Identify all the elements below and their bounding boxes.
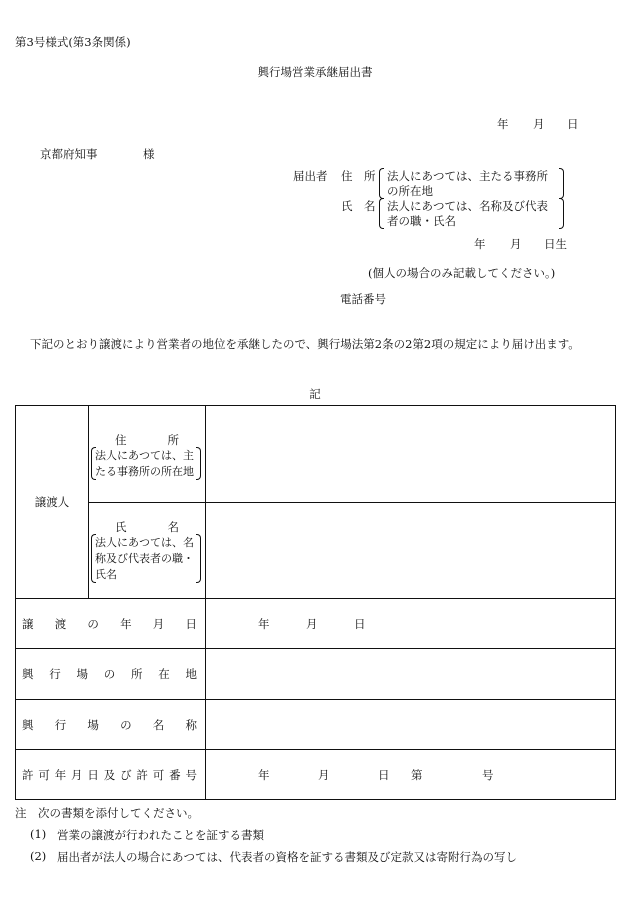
form-title: 興行場営業承継届出書	[257, 65, 373, 79]
permit-month: 月	[318, 767, 330, 782]
bracket-right	[559, 168, 564, 199]
address-note-1: 法人にあつては、主	[95, 449, 194, 462]
facility-name-label-char: 称	[185, 717, 197, 732]
address-title-1: 住	[115, 433, 127, 447]
note-2-number: (2)	[30, 849, 47, 863]
permit-label-char: 号	[185, 767, 197, 782]
permit-number-prefix: 第	[411, 767, 423, 782]
phone-label: 電話番号	[340, 292, 386, 306]
transferor-name-field[interactable]	[206, 503, 616, 599]
location-label-cell	[16, 649, 206, 700]
transfer-date-label-cell	[16, 599, 206, 649]
transferor-name-label-cell	[89, 503, 206, 599]
bracket-right	[196, 534, 201, 583]
permit-date-number-label	[16, 767, 205, 783]
permit-label-char: 及	[103, 767, 116, 782]
date-day: 日	[567, 117, 579, 131]
facility-name-field[interactable]	[206, 700, 616, 750]
transferor-address-label-cell	[89, 406, 206, 503]
addressee: 京都府知事	[40, 147, 98, 161]
facility-name-label-char: 名	[152, 717, 165, 732]
facility-name-label-char: 興	[22, 717, 34, 732]
name-note-3: 氏名	[95, 568, 117, 581]
location-label-char: の	[103, 667, 116, 681]
name-title-2: 名	[167, 520, 179, 534]
applicant-address-label: 住 所	[341, 169, 376, 183]
note-1-text: 営業の譲渡が行われたことを証する書類	[57, 828, 264, 842]
facility-name-label-char: 場	[87, 717, 99, 732]
transfer-date-label-char: 譲	[22, 616, 34, 631]
notes-heading: 注 次の書類を添付してください。	[15, 806, 199, 820]
permit-field[interactable]	[206, 750, 616, 800]
transfer-date-label-char: の	[87, 616, 99, 631]
permit-label-char: 許	[22, 767, 34, 782]
facility-name-label-cell	[16, 700, 206, 750]
name-note-1: 法人にあつては、名	[95, 536, 194, 549]
applicant-label: 届出者	[293, 169, 328, 183]
transfer-date-month: 月	[306, 616, 318, 631]
facility-name-label-char: の	[120, 717, 132, 732]
ki-label: 記	[309, 387, 321, 401]
applicant-address-note-1: 法人にあつては、主たる事務所	[387, 169, 548, 183]
permit-label-char: 番	[169, 767, 181, 782]
bracket-left	[379, 198, 384, 229]
transfer-date-label	[16, 616, 205, 632]
transfer-date-label-char: 月	[152, 616, 165, 631]
applicant-address-note-2: の所在地	[387, 184, 433, 198]
permit-label-char: 可	[38, 767, 50, 782]
birth-day: 日生	[544, 237, 567, 251]
applicant-name-label: 氏 名	[341, 199, 376, 213]
name-note-2: 称及び代表者の職・	[95, 552, 194, 565]
permit-label-char: 可	[152, 767, 165, 782]
transfer-date-day: 日	[354, 616, 366, 631]
applicant-name-note-2: 者の職・氏名	[387, 214, 456, 228]
form-number: 第3号様式(第3条関係)	[15, 35, 131, 49]
address-note-2: たる事務所の所在地	[95, 465, 194, 478]
transfer-date-field[interactable]	[206, 599, 616, 649]
birth-note: (個人の場合のみ記載してください。)	[368, 266, 556, 280]
address-title-2: 所	[167, 433, 179, 447]
facility-name-label-char: 行	[54, 717, 67, 732]
facility-name-label	[16, 717, 205, 733]
permit-label-cell	[16, 750, 206, 800]
transferor-address-field[interactable]	[206, 406, 616, 503]
location-label-char: 地	[185, 667, 197, 681]
transferor-cell	[16, 406, 89, 599]
location-label-char: 場	[76, 667, 88, 681]
location-label-char: 興	[22, 667, 34, 681]
bracket-right	[559, 198, 564, 229]
permit-number-suffix: 号	[482, 767, 494, 782]
facility-location-field[interactable]	[206, 649, 616, 700]
name-title-1: 氏	[115, 520, 127, 534]
location-label-char: 行	[49, 667, 61, 681]
permit-label-char: 許	[136, 767, 148, 782]
date-year: 年	[497, 117, 509, 131]
bracket-right	[196, 447, 201, 480]
birth-year: 年	[474, 237, 486, 251]
facility-location-label	[16, 666, 205, 682]
honorific: 様	[143, 147, 155, 161]
transfer-date-label-char: 渡	[54, 616, 67, 631]
permit-day: 日	[378, 767, 390, 782]
birth-month: 月	[510, 237, 522, 251]
applicant-name-note-1: 法人にあつては、名称及び代表	[387, 199, 548, 213]
transfer-date-label-char: 年	[120, 616, 132, 631]
location-label-char: 在	[158, 667, 170, 681]
transfer-date-label-char: 日	[185, 616, 197, 631]
permit-label-char: び	[120, 767, 132, 782]
date-month: 月	[533, 117, 545, 131]
transfer-form-table	[15, 405, 616, 800]
location-label-char: 所	[131, 667, 143, 681]
permit-year: 年	[258, 767, 270, 782]
transferor-label: 譲渡人	[34, 495, 70, 509]
permit-label-char: 月	[71, 767, 83, 782]
permit-label-char: 日	[87, 767, 99, 782]
note-2-text: 届出者が法人の場合にあつては、代表者の資格を証する書類及び定款又は寄附行為の写し	[57, 850, 517, 864]
note-1-number: (1)	[30, 827, 47, 841]
bracket-left	[379, 168, 384, 199]
permit-label-char: 年	[54, 767, 67, 782]
transfer-date-year: 年	[258, 616, 270, 631]
statement: 下記のとおり譲渡により営業者の地位を承継したので、興行場法第2条の2第2項の規定により届け出ます。	[30, 337, 580, 351]
